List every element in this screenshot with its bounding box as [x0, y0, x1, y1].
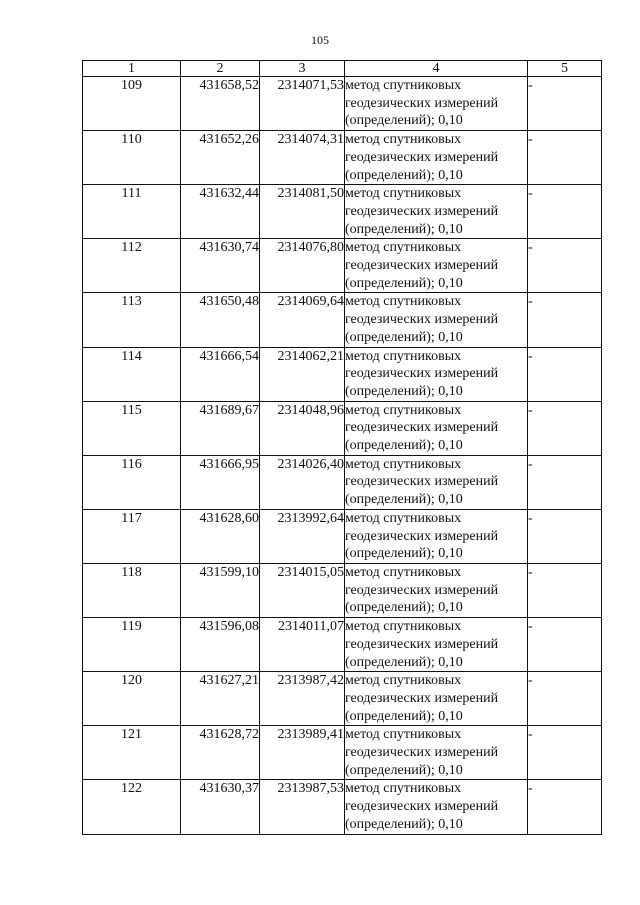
table-row — [83, 455, 602, 509]
x-coordinate-cell: 431630,37 — [181, 780, 260, 834]
method-line: геодезических измерений — [345, 149, 499, 165]
table-row — [83, 726, 602, 780]
method-line: метод спутниковых — [345, 240, 462, 256]
method-line: метод спутниковых — [345, 564, 462, 580]
method-line: метод спутниковых — [345, 402, 462, 418]
table-row — [83, 131, 602, 185]
method-line: метод спутниковых — [345, 781, 462, 797]
method-line: геодезических измерений — [345, 258, 499, 274]
method-line: (определений); 0,10 — [345, 113, 463, 129]
y-coordinate-cell: 2314069,64 — [260, 293, 345, 347]
method-cell — [345, 239, 528, 293]
method-line: метод спутниковых — [345, 673, 462, 689]
y-coordinate-cell: 2314076,80 — [260, 239, 345, 293]
method-line: метод спутниковых — [345, 132, 462, 148]
table-row — [83, 401, 602, 455]
y-coordinate-cell: 2314074,31 — [260, 131, 345, 185]
y-coordinate-cell: 2314062,21 — [260, 347, 345, 401]
y-coordinate-cell: 2313987,42 — [260, 672, 345, 726]
column-5-cell: - — [528, 563, 602, 617]
table-row — [83, 347, 602, 401]
y-coordinate-cell: 2313989,41 — [260, 726, 345, 780]
method-line: геодезических измерений — [345, 420, 499, 436]
y-coordinate-cell: 2314048,96 — [260, 401, 345, 455]
method-line: геодезических измерений — [345, 203, 499, 219]
x-coordinate-cell: 431658,52 — [181, 77, 260, 131]
x-coordinate-cell: 431632,44 — [181, 185, 260, 239]
method-line: (определений); 0,10 — [345, 329, 463, 345]
x-coordinate-cell: 431652,26 — [181, 131, 260, 185]
point-number-cell: 111 — [83, 185, 181, 239]
x-coordinate-cell: 431650,48 — [181, 293, 260, 347]
table-row — [83, 563, 602, 617]
point-number-cell: 109 — [83, 77, 181, 131]
column-header: 1 — [83, 61, 181, 77]
column-5-cell: - — [528, 455, 602, 509]
header-row — [83, 61, 602, 77]
point-number-cell: 114 — [83, 347, 181, 401]
x-coordinate-cell: 431666,95 — [181, 455, 260, 509]
method-cell — [345, 293, 528, 347]
table-row — [83, 672, 602, 726]
column-5-cell: - — [528, 618, 602, 672]
x-coordinate-cell: 431628,72 — [181, 726, 260, 780]
point-number-cell: 118 — [83, 563, 181, 617]
point-number-cell: 121 — [83, 726, 181, 780]
table-row — [83, 185, 602, 239]
method-line: метод спутниковых — [345, 348, 462, 364]
method-line: (определений); 0,10 — [345, 275, 463, 291]
column-5-cell: - — [528, 672, 602, 726]
method-cell — [345, 131, 528, 185]
y-coordinate-cell: 2314026,40 — [260, 455, 345, 509]
method-line: (определений); 0,10 — [345, 438, 463, 454]
method-cell — [345, 672, 528, 726]
table-body — [83, 77, 602, 835]
column-header: 4 — [345, 61, 528, 77]
method-line: (определений); 0,10 — [345, 654, 463, 670]
method-line: метод спутниковых — [345, 78, 462, 93]
method-cell — [345, 77, 528, 131]
column-5-cell: - — [528, 401, 602, 455]
method-line: (определений); 0,10 — [345, 762, 463, 778]
point-number-cell: 113 — [83, 293, 181, 347]
method-line: геодезических измерений — [345, 366, 499, 382]
method-line: метод спутниковых — [345, 294, 462, 310]
column-5-cell: - — [528, 185, 602, 239]
table-row — [83, 618, 602, 672]
column-5-cell: - — [528, 509, 602, 563]
method-line: геодезических измерений — [345, 799, 499, 815]
y-coordinate-cell: 2314071,53 — [260, 77, 345, 131]
y-coordinate-cell: 2314081,50 — [260, 185, 345, 239]
y-coordinate-cell: 2314011,07 — [260, 618, 345, 672]
method-cell — [345, 509, 528, 563]
column-header: 5 — [528, 61, 602, 77]
method-cell — [345, 455, 528, 509]
column-header: 3 — [260, 61, 345, 77]
point-number-cell: 119 — [83, 618, 181, 672]
y-coordinate-cell: 2313992,64 — [260, 509, 345, 563]
y-coordinate-cell: 2314015,05 — [260, 563, 345, 617]
x-coordinate-cell: 431630,74 — [181, 239, 260, 293]
method-line: геодезических измерений — [345, 745, 499, 761]
point-number-cell: 122 — [83, 780, 181, 834]
x-coordinate-cell: 431627,21 — [181, 672, 260, 726]
method-line: метод спутниковых — [345, 619, 462, 635]
x-coordinate-cell: 431628,60 — [181, 509, 260, 563]
table-row — [83, 239, 602, 293]
method-line: (определений); 0,10 — [345, 816, 463, 832]
column-5-cell: - — [528, 347, 602, 401]
point-number-cell: 117 — [83, 509, 181, 563]
point-number-cell: 115 — [83, 401, 181, 455]
x-coordinate-cell: 431596,08 — [181, 618, 260, 672]
method-line: геодезических измерений — [345, 528, 499, 544]
method-line: геодезических измерений — [345, 636, 499, 652]
method-cell — [345, 185, 528, 239]
point-number-cell: 120 — [83, 672, 181, 726]
method-line: метод спутниковых — [345, 510, 462, 526]
x-coordinate-cell: 431599,10 — [181, 563, 260, 617]
method-line: (определений); 0,10 — [345, 708, 463, 724]
table-row — [83, 780, 602, 834]
method-line: геодезических измерений — [345, 312, 499, 328]
method-line: геодезических измерений — [345, 582, 499, 598]
point-number-cell: 116 — [83, 455, 181, 509]
method-line: метод спутниковых — [345, 186, 462, 202]
method-line: геодезических измерений — [345, 474, 499, 490]
method-cell — [345, 618, 528, 672]
method-cell — [345, 726, 528, 780]
column-5-cell: - — [528, 726, 602, 780]
method-line: геодезических измерений — [345, 95, 499, 111]
page-number: 105 — [311, 33, 329, 47]
column-5-cell: - — [528, 131, 602, 185]
x-coordinate-cell: 431689,67 — [181, 401, 260, 455]
method-cell — [345, 347, 528, 401]
column-5-cell: - — [528, 293, 602, 347]
method-line: (определений); 0,10 — [345, 383, 463, 399]
method-line: (определений); 0,10 — [345, 546, 463, 562]
method-cell — [345, 780, 528, 834]
method-line: метод спутниковых — [345, 727, 462, 743]
method-line: (определений); 0,10 — [345, 221, 463, 237]
column-5-cell: - — [528, 77, 602, 131]
column-header: 2 — [181, 61, 260, 77]
method-cell — [345, 401, 528, 455]
method-line: (определений); 0,10 — [345, 600, 463, 616]
table-row — [83, 509, 602, 563]
point-number-cell: 110 — [83, 131, 181, 185]
method-line: метод спутниковых — [345, 456, 462, 472]
method-line: (определений); 0,10 — [345, 167, 463, 183]
x-coordinate-cell: 431666,54 — [181, 347, 260, 401]
y-coordinate-cell: 2313987,53 — [260, 780, 345, 834]
table-row — [83, 293, 602, 347]
point-number-cell: 112 — [83, 239, 181, 293]
column-5-cell: - — [528, 780, 602, 834]
method-line: геодезических измерений — [345, 690, 499, 706]
coordinates-table — [82, 60, 602, 835]
method-line: (определений); 0,10 — [345, 492, 463, 508]
column-5-cell: - — [528, 239, 602, 293]
method-cell — [345, 563, 528, 617]
table-row — [83, 77, 602, 131]
